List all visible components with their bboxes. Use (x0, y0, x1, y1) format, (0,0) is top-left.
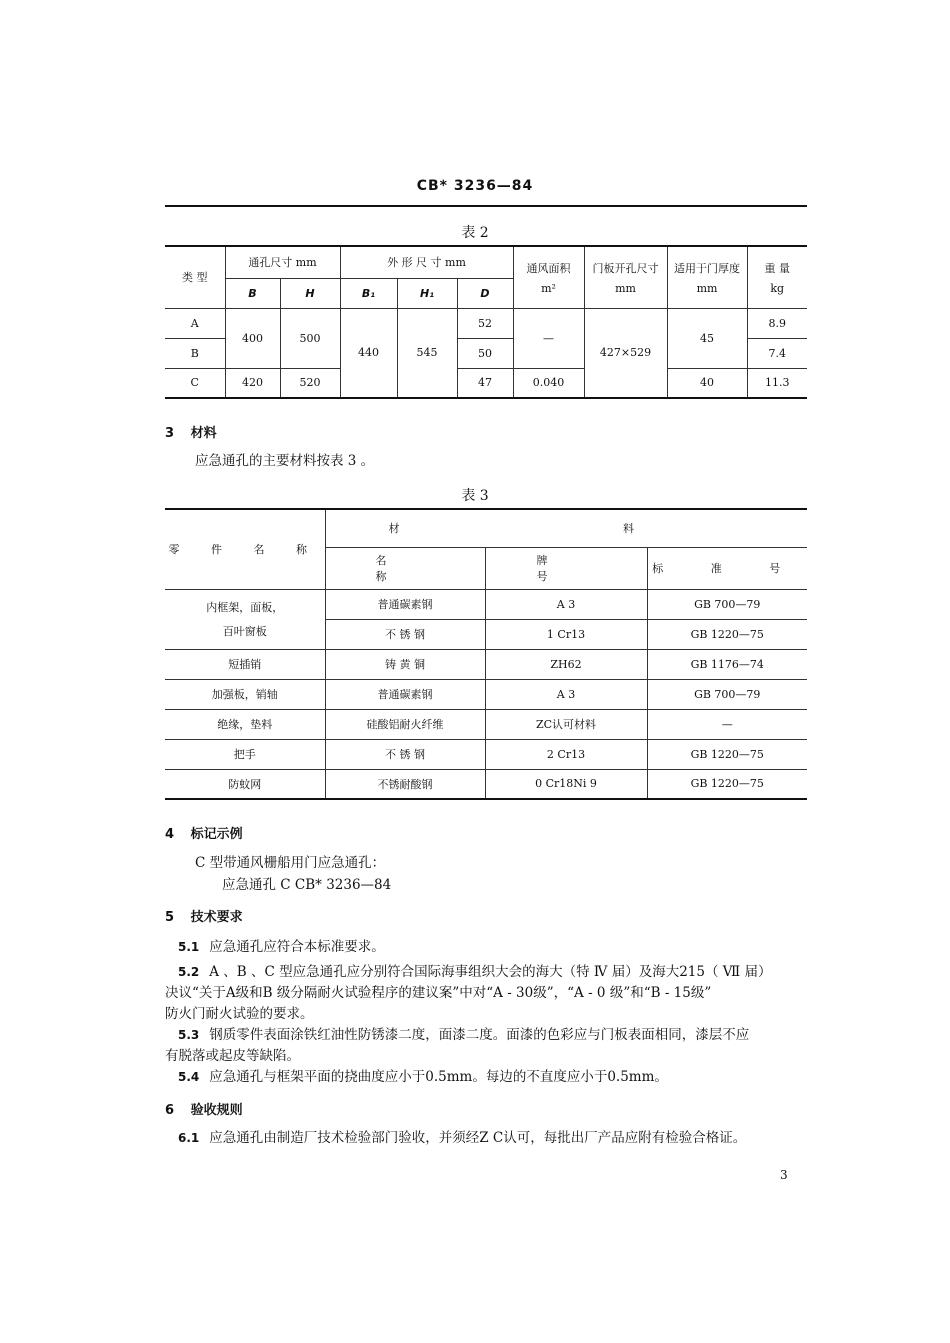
table2-header-weight-unit: kg (770, 281, 785, 295)
section3-intro: 应急通孔的主要材料按表 3 。 (195, 453, 375, 469)
table2-C-B: 420 (225, 368, 280, 398)
table3-header-std (647, 547, 807, 589)
table3-r2-std: GB 1220—75 (647, 619, 807, 649)
table3-r7-grade: 0 Cr18Ni 9 (485, 769, 647, 799)
section5-number: 5 (165, 910, 175, 925)
table2-C-area: 0.040 (513, 368, 584, 398)
table3-header-material-label: 材 料 (388, 522, 744, 536)
table3-header-std-label: 标 准 号 (652, 562, 803, 575)
table2-A-D: 52 (457, 308, 513, 338)
table3-r5-grade: ZC认可材料 (485, 709, 647, 739)
clause-5-4 (178, 1067, 668, 1088)
table2-header-area (513, 246, 584, 308)
table3-part-7: 防蚊网 (165, 769, 325, 799)
table2-AB-H: 500 (280, 308, 340, 368)
table3-r7-name: 不锈耐酸钢 (325, 769, 485, 799)
table2-AB-area: — (513, 308, 584, 368)
table3-r5-name: 硅酸铝耐火纤维 (325, 709, 485, 739)
clause-6-1-number: 6.1 (178, 1131, 200, 1145)
clause-5-4-number: 5.4 (178, 1070, 200, 1084)
section6-heading (165, 1099, 243, 1118)
clause-5-3-line1 (178, 1025, 749, 1046)
table3-part-6: 把手 (165, 739, 325, 769)
clause-5-3-text-a: 钢质零件表面涂铁红油性防锈漆二度，面漆二度。面漆的色彩应与门板表面相同，漆层不应 (209, 1027, 750, 1043)
table3-r3-std: GB 1176—74 (647, 649, 807, 679)
section5-heading (165, 906, 243, 925)
table3-caption: 表 3 (461, 488, 489, 504)
table3-r3-grade: ZH62 (485, 649, 647, 679)
table2-header-thick (667, 246, 747, 308)
section4-example-line2: 应急通孔 C CB* 3236—84 (222, 877, 392, 893)
clause-6-1-text: 应急通孔由制造厂技术检验部门验收，并须经Z C认可，每批出厂产品应附有检验合格证。 (209, 1130, 747, 1146)
section4-heading (165, 823, 243, 842)
table3-part-4: 加强板，销轴 (165, 679, 325, 709)
table3-r4-std: GB 700—79 (647, 679, 807, 709)
table2-sub-D: D (457, 278, 513, 308)
table2-cut: 427×529 (584, 308, 667, 398)
clause-5-3-number: 5.3 (178, 1028, 200, 1042)
section4-number: 4 (165, 827, 175, 842)
table3-header-material (325, 509, 807, 547)
table3-r6-std: GB 1220—75 (647, 739, 807, 769)
table3-header-part (165, 509, 325, 589)
table3-r1-name: 普通碳素钢 (325, 589, 485, 619)
table2-sub-H1: H₁ (397, 278, 457, 308)
clause-5-2-line2: 决议“关于A级和B 级分隔耐火试验程序的建议案”中对“A - 30级”，“A - 0 级”和“B - 15级” (165, 985, 712, 1001)
document-code: CB* 3236—84 (416, 178, 534, 194)
table2-header-cut-label: 门板开孔尺寸 (592, 261, 659, 275)
clause-5-2-line1 (178, 962, 771, 983)
table2-header-type: 类 型 (165, 246, 225, 308)
table3-header-part-label: 零 件 名 称 (168, 543, 321, 557)
clause-5-2-text-a: A 、B 、C 型应急通孔应分别符合国际海事组织大会的海大（特 Ⅳ 届）及海大215（ Ⅶ 届） (209, 964, 772, 980)
table2-C-thick: 40 (667, 368, 747, 398)
table2 (165, 245, 807, 399)
section4-example-line1: C 型带通风栅船用门应急通孔： (195, 855, 386, 871)
table3-r6-name: 不 锈 钢 (325, 739, 485, 769)
clause-5-2-line3: 防火门耐火试验的要求。 (165, 1006, 314, 1022)
clause-5-1-number: 5.1 (178, 940, 200, 954)
section4-title: 标记示例 (190, 827, 243, 842)
table2-header-weight (747, 246, 807, 308)
table2-A-weight: 8.9 (747, 308, 807, 338)
table2-B-D: 50 (457, 338, 513, 368)
table2-header-area-label: 通风面积 (526, 261, 571, 275)
table2-B-weight: 7.4 (747, 338, 807, 368)
table2-header-outer: 外 形 尺 寸 mm (340, 246, 513, 278)
table2-row-B-label: B (165, 338, 225, 368)
table3-r6-grade: 2 Cr13 (485, 739, 647, 769)
table3-r4-grade: A 3 (485, 679, 647, 709)
clause-5-2-number: 5.2 (178, 965, 200, 979)
clause-5-1 (178, 937, 385, 958)
section5-title: 技术要求 (190, 910, 243, 925)
header-rule (165, 205, 807, 207)
table3-header-grade-label: 牌 号 (536, 554, 596, 583)
table3-r5-std: — (647, 709, 807, 739)
table2-row-C-label: C (165, 368, 225, 398)
table2-header-cut-unit: mm (615, 281, 636, 295)
table3-r2-name: 不 锈 钢 (325, 619, 485, 649)
clause-6-1 (178, 1128, 746, 1149)
table3-part-3: 短插销 (165, 649, 325, 679)
table3-header-name-label: 名 称 (375, 554, 435, 583)
page-number: 3 (780, 1168, 788, 1182)
table3-part-1-line1: 内框架，面板， (206, 601, 284, 614)
table3-part-1 (165, 589, 325, 649)
table3 (165, 508, 807, 800)
section6-number: 6 (165, 1103, 175, 1118)
table2-header-thick-label: 适用于门厚度 (674, 261, 740, 275)
table2-H1: 545 (397, 308, 457, 398)
table3-r4-name: 普通碳素钢 (325, 679, 485, 709)
table3-header-name (325, 547, 485, 589)
table2-B1: 440 (340, 308, 397, 398)
table2-header-area-unit: m² (541, 281, 556, 295)
table2-header-weight-label: 重 量 (764, 261, 790, 275)
table3-r1-std: GB 700—79 (647, 589, 807, 619)
table3-r3-name: 铸 黄 铜 (325, 649, 485, 679)
table3-r2-grade: 1 Cr13 (485, 619, 647, 649)
clause-5-4-text: 应急通孔与框架平面的挠曲度应小于0.5mm。每边的不直度应小于0.5mm。 (209, 1069, 668, 1085)
table2-C-weight: 11.3 (747, 368, 807, 398)
table2-row-A-label: A (165, 308, 225, 338)
table3-r1-grade: A 3 (485, 589, 647, 619)
table2-caption: 表 2 (461, 225, 489, 241)
section3-number: 3 (165, 426, 175, 441)
table2-header-thick-unit: mm (696, 281, 718, 295)
clause-5-1-text: 应急通孔应符合本标准要求。 (209, 939, 385, 955)
table3-part-5: 绝缘，垫料 (165, 709, 325, 739)
table3-part-1-line2: 百叶窗板 (222, 625, 267, 638)
table2-AB-B: 400 (225, 308, 280, 368)
table2-C-H: 520 (280, 368, 340, 398)
table2-sub-H: H (280, 278, 340, 308)
table2-C-D: 47 (457, 368, 513, 398)
table3-header-grade (485, 547, 647, 589)
section3-heading (165, 422, 217, 441)
table3-r7-std: GB 1220—75 (647, 769, 807, 799)
table2-header-cut (584, 246, 667, 308)
table2-AB-thick: 45 (667, 308, 747, 368)
table2-sub-B1: B₁ (340, 278, 397, 308)
table2-sub-B: B (225, 278, 280, 308)
table2-header-hole: 通孔尺寸 mm (225, 246, 340, 278)
section6-title: 验收规则 (190, 1103, 243, 1118)
section3-title: 材料 (190, 426, 217, 441)
clause-5-3-line2: 有脱落或起皮等缺陷。 (165, 1048, 300, 1064)
